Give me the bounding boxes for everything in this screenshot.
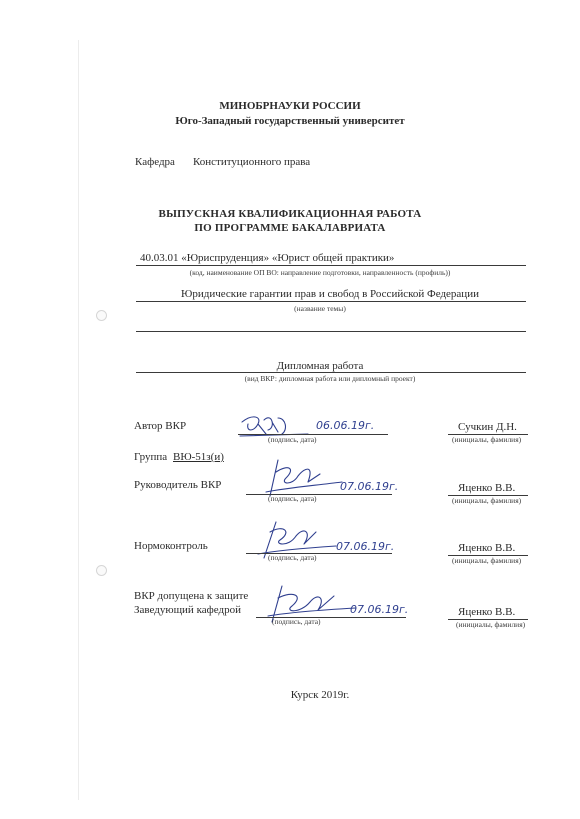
work-type-underline [136, 372, 526, 373]
supervisor-signature-date: 07.06.19г. [340, 480, 399, 493]
head-of-department-name-hint: (инициалы, фамилия) [456, 620, 526, 629]
normcontrol-signature-date: 07.06.19г. [336, 540, 395, 553]
group-label: Группа [134, 451, 168, 463]
head-of-department-label: Заведующий кафедрой [134, 604, 241, 616]
topic-underline [136, 301, 526, 302]
document-title-line1: ВЫПУСКНАЯ КВАЛИФИКАЦИОННАЯ РАБОТА [158, 208, 422, 220]
binding-hole-mark [96, 565, 107, 576]
topic-value: Юридические гарантии прав и свобод в Российской Федерации [181, 288, 479, 300]
head-of-department-name: Яценко В.В. [458, 606, 516, 618]
program-underline [136, 265, 526, 266]
normcontrol-signature-hint: (подпись, дата) [268, 553, 317, 562]
normcontrol-name-hint: (инициалы, фамилия) [452, 556, 522, 565]
author-signature-hint: (подпись, дата) [268, 435, 317, 444]
supervisor-signature-hint: (подпись, дата) [268, 494, 317, 503]
admission-label: ВКР допущена к защите [134, 590, 249, 602]
program-hint: (код, наименование ОП ВО: направление подготовки, направленность (профиль)) [189, 268, 451, 277]
head-of-department-signature-hint: (подпись, дата) [272, 617, 321, 626]
work-type-hint: (вид ВКР: дипломная работа или дипломный проект) [244, 374, 416, 383]
normcontrol-label: Нормоконтроль [134, 540, 208, 552]
topic-hint: (название темы) [294, 304, 346, 313]
program-value: 40.03.01 «Юриспруденция» «Юрист общей практики» [140, 252, 395, 264]
department-value: Конституционного права [193, 156, 311, 168]
author-name: Сучкин Д.Н. [458, 421, 517, 433]
normcontrol-name: Яценко В.В. [458, 542, 516, 554]
author-name-hint: (инициалы, фамилия) [452, 435, 522, 444]
page-margin-line [78, 40, 79, 800]
author-label: Автор ВКР [134, 420, 187, 432]
topic-extra-line [136, 331, 526, 332]
university-name: Юго-Западный государственный университет [175, 115, 405, 127]
document-title-line2: ПО ПРОГРАММЕ БАКАЛАВРИАТА [194, 222, 386, 234]
supervisor-label: Руководитель ВКР [134, 479, 222, 491]
department-label: Кафедра [135, 156, 175, 168]
group-value: ВЮ-51з(и) [173, 451, 224, 463]
city-year: Курск 2019г. [290, 689, 350, 701]
supervisor-name: Яценко В.В. [458, 482, 516, 494]
head-of-department-signature-date: 07.06.19г. [350, 603, 409, 616]
work-type-value: Дипломная работа [276, 360, 364, 372]
author-signature-date: 06.06.19г. [316, 419, 375, 432]
ministry-name: МИНОБРНАУКИ РОССИИ [219, 100, 361, 112]
supervisor-name-hint: (инициалы, фамилия) [452, 496, 522, 505]
